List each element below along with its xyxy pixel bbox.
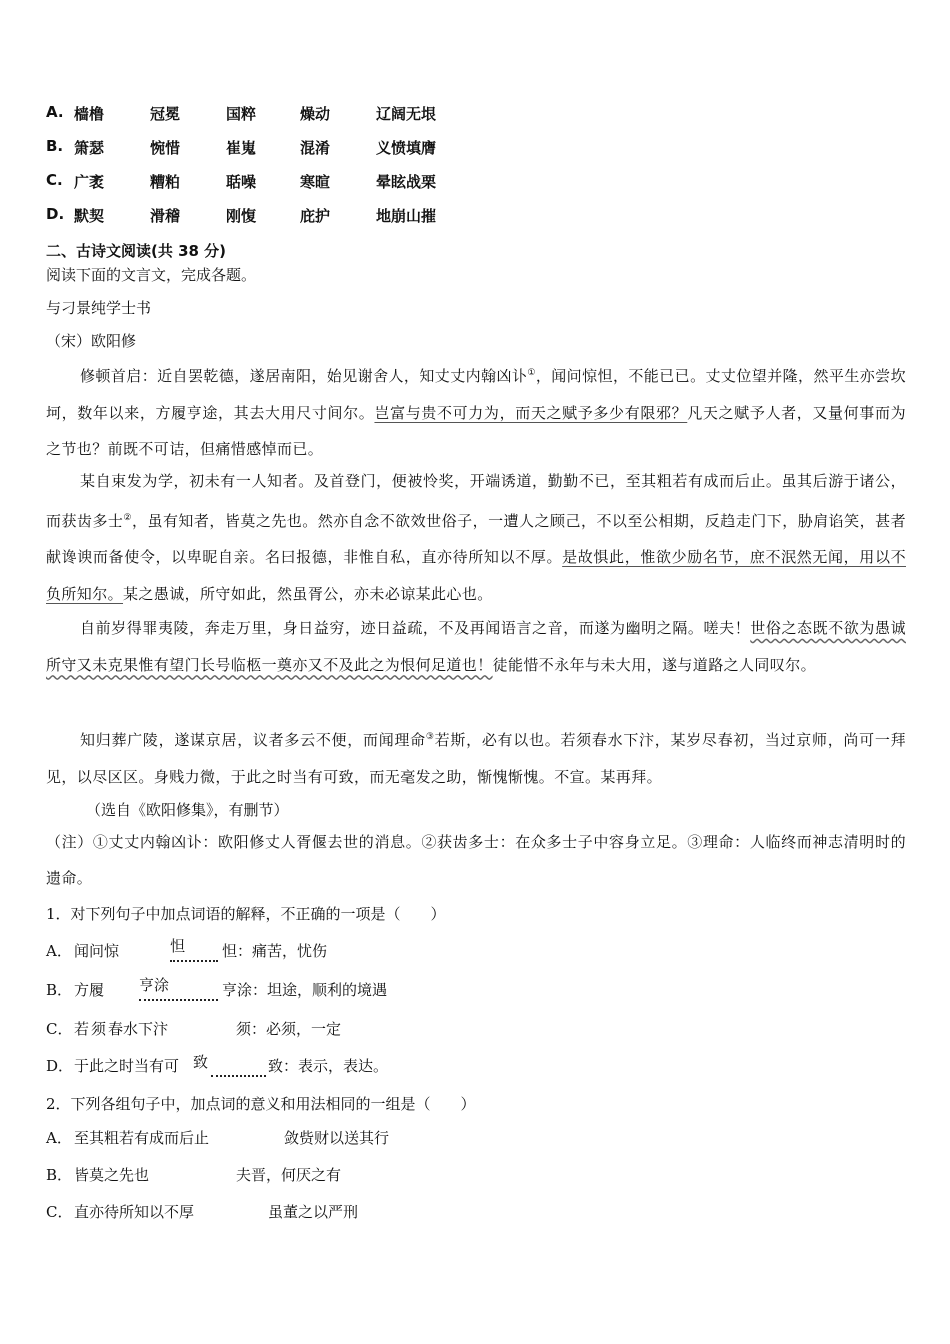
option-word: 默契 <box>74 207 105 225</box>
option-word: 寒暄 <box>300 173 331 191</box>
option-word: 义愤填膺 <box>376 139 437 157</box>
sentence-a: 至其粗若有成而后止 <box>74 1129 210 1147</box>
sentence: 于此之时当有可 <box>74 1057 180 1075</box>
option-letter: C. <box>46 171 63 189</box>
dot-marks <box>211 1065 266 1077</box>
text: 凡天之赋予人者，又量何事而为之节也？前既不可诘，但痛惜感悼而已。 <box>46 403 906 458</box>
text: 某自束发为学，初未有一人知者。及首登门，便被怜奖，开端诱道，勤勤不已，至其粗若有成而后止。虽其后游于诸公，而获齿多士 <box>46 472 906 530</box>
section-title: 二、古诗文阅读(共 38 分) <box>46 242 227 260</box>
option-letter: B. <box>46 137 64 155</box>
sentence-b: 虽董之以严刑 <box>268 1203 359 1221</box>
essay-paragraph-4 <box>46 719 906 795</box>
text: 徒能惜不永年与未大用，遂与道路之人同叹尔。 <box>492 655 817 674</box>
dotted-word: 亨涂 <box>139 976 170 994</box>
dotted-word: 怛 <box>170 937 186 955</box>
footnote-mark: ② <box>123 512 132 523</box>
sentence-a: 直亦待所知以不厚 <box>74 1203 195 1221</box>
dot-marks <box>170 950 218 962</box>
text: 某之愚诚，所守如此，然虽胥公，亦未必谅某此心也。 <box>123 584 493 603</box>
text: ，闻问惊怛，不能已已。丈丈位望并隆，然平生亦尝坎坷，数年以来，方履亨途，其去大用尺寸间尔。 <box>46 367 907 422</box>
option-word: 樯橹 <box>74 105 105 123</box>
sentence-b: 夫晋，何厌之有 <box>236 1166 342 1184</box>
option-word: 辽阔无垠 <box>376 105 437 123</box>
sentence-a: 皆莫之先也 <box>74 1166 150 1184</box>
option-word: 崔嵬 <box>226 139 257 157</box>
option-word: 箫瑟 <box>74 139 105 157</box>
option-word: 燥动 <box>300 105 331 123</box>
sentence: 方履 <box>74 981 105 999</box>
option-letter: C． <box>46 1203 73 1221</box>
option-letter: A. <box>46 103 64 121</box>
text: 自前岁得罪夷陵，奔走万里，身日益穷，迹日益疏，不及再闻语言之音，而遂为幽明之隔。嗟夫！ <box>80 619 751 637</box>
sentence: 若 <box>74 1020 90 1038</box>
sentence-b: 敛赀财以送其行 <box>284 1129 390 1147</box>
explanation: 致：表示，表达。 <box>268 1057 389 1075</box>
explanation: 亨涂：坦途，顺利的境遇 <box>222 981 388 999</box>
option-word: 刚愎 <box>226 207 257 225</box>
essay-paragraph-1 <box>46 355 906 468</box>
footnote-mark: ① <box>527 368 536 378</box>
wavy-underlined-sentence: 世俗之态既不欲为愚诚所守又未克果惟有望门长号临柩一奠亦又不及此之为恨何足道也！ <box>46 619 906 674</box>
dot-marks <box>139 989 218 1001</box>
option-word: 混淆 <box>300 139 331 157</box>
option-letter: B． <box>46 1166 73 1184</box>
section-instruction: 阅读下面的文言文，完成各题。 <box>46 266 257 284</box>
option-word: 冠冕 <box>150 105 181 123</box>
essay-author: （宋）欧阳修 <box>46 332 137 350</box>
text: 若斯，必有以也。若须春水下汴，某岁尽春初，当过京师，尚可一拜见，以尽区区。身贱力微，于此之时当有可致，而无毫发之助，惭愧惭愧。不宣。某再拜。 <box>46 731 906 786</box>
text: 修顿首启：近自罢乾德，遂居南阳，始见谢舍人，知丈丈内翰凶讣 <box>80 367 528 385</box>
option-word: 地崩山摧 <box>376 207 437 225</box>
text: 知归葬广陵，遂谋京居，议者多云不便，而闻理命 <box>80 731 426 749</box>
essay-paragraph-2 <box>46 463 906 612</box>
dotted-word: 致 <box>193 1053 209 1071</box>
explanation: 须：必须，一定 <box>236 1020 342 1038</box>
option-letter: D． <box>46 1057 74 1075</box>
underlined-sentence: 岂富与贵不可力为，而天之赋予多少有限邪？ <box>374 403 688 422</box>
option-word: 滑稽 <box>150 207 181 225</box>
option-letter: A． <box>46 942 72 960</box>
option-word: 晕眩战栗 <box>376 173 437 191</box>
option-word: 糟粕 <box>150 173 181 191</box>
essay-paragraph-3 <box>46 610 906 683</box>
question-2-stem: 2．下列各组句子中，加点词的意义和用法相同的一组是（ ） <box>46 1095 476 1113</box>
essay-title: 与刁景纯学士书 <box>46 299 152 317</box>
option-word: 惋惜 <box>150 139 181 157</box>
dotted-word: 须 <box>91 1020 107 1038</box>
option-word: 聒噪 <box>226 173 257 191</box>
underlined-sentence: 是故惧此，惟欲少励名节，庶不泯然无闻，用以不负所知尔。 <box>46 548 906 603</box>
explanation: 怛：痛苦，忧伤 <box>222 942 328 960</box>
essay-source: （选自《欧阳修集》，有删节） <box>86 801 289 819</box>
essay-notes: （注）①丈丈内翰凶讣：欧阳修丈人胥偃去世的消息。②获齿多士：在众多士子中容身立足。③理命：人临终而神志清明时的遗命。 <box>46 833 906 887</box>
text: ，虽有知者，皆莫之先也。然亦自念不欲效世俗子，一遭人之顾己，不以至公相期，反趋走门下，胁肩谄笑，甚者献谗谀而备使令，以卑昵自亲。名曰报德，非惟自私，直亦待所知以不厚。 <box>46 511 906 566</box>
option-letter: D. <box>46 205 65 223</box>
option-letter: C． <box>46 1020 73 1038</box>
footnote-mark: ③ <box>425 732 435 742</box>
option-word: 广袤 <box>74 173 105 191</box>
option-word: 国粹 <box>226 105 257 123</box>
sentence: 春水下汴 <box>108 1020 169 1038</box>
sentence: 闻问惊 <box>74 942 120 960</box>
question-1-stem: 1．对下列句子中加点词语的解释，不正确的一项是（ ） <box>46 905 446 923</box>
option-word: 庇护 <box>300 207 331 225</box>
option-letter: B． <box>46 981 73 999</box>
option-letter: A． <box>46 1129 72 1147</box>
